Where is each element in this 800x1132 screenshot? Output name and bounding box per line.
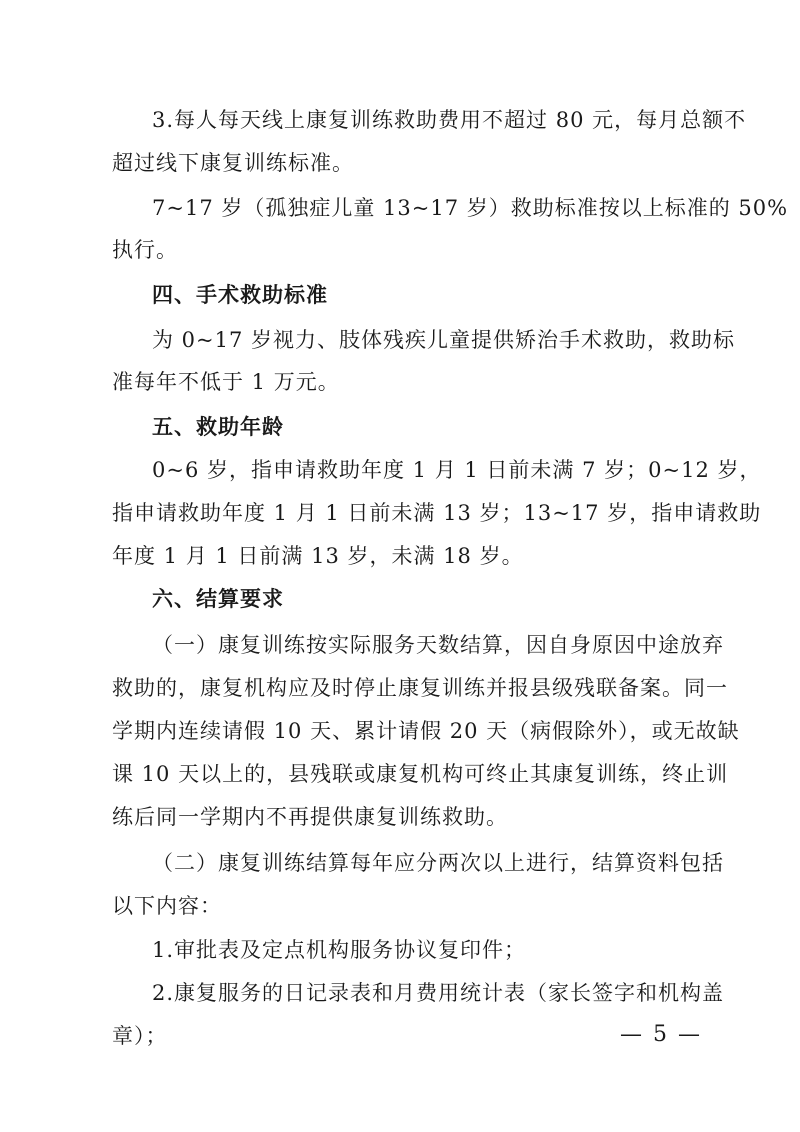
text-line: 以下内容： — [112, 894, 222, 918]
section-heading: 五、救助年龄 — [152, 415, 284, 439]
text-line: 7~17 岁（孤独症儿童 13~17 岁）救助标准按以上标准的 50% — [152, 196, 789, 220]
text-line: 课 10 天以上的，县残联或康复机构可终止其康复训练，终止训 — [112, 762, 729, 786]
text-line: 执行。 — [112, 238, 178, 262]
text-line: （一）康复训练按实际服务天数结算，因自身原因中途放弃 — [152, 633, 724, 657]
page-number: — 5 — — [620, 1022, 702, 1047]
text-line: （二）康复训练结算每年应分两次以上进行，结算资料包括 — [152, 851, 724, 875]
text-line: 章）； — [112, 1024, 168, 1048]
text-line: 0~6 岁，指申请救助年度 1 月 1 日前未满 7 岁；0~12 岁， — [152, 458, 762, 482]
section-heading: 六、结算要求 — [152, 587, 284, 611]
text-line: 1.审批表及定点机构服务协议复印件； — [152, 938, 527, 962]
text-line: 年度 1 月 1 日前满 13 岁，未满 18 岁。 — [112, 544, 524, 568]
text-line: 2.康复服务的日记录表和月费用统计表（家长签字和机构盖 — [152, 981, 725, 1005]
text-line: 超过线下康复训练标准。 — [112, 151, 354, 175]
text-line: 准每年不低于 1 万元。 — [112, 370, 340, 394]
text-line: 3.每人每天线上康复训练救助费用不超过 80 元，每月总额不 — [152, 108, 747, 132]
text-line: 救助的，康复机构应及时停止康复训练并报县级残联备案。同一 — [112, 676, 728, 700]
section-heading: 四、手术救助标准 — [152, 283, 328, 307]
text-line: 练后同一学期内不再提供康复训练救助。 — [112, 805, 508, 829]
text-line: 指申请救助年度 1 月 1 日前未满 13 岁；13~17 岁，指申请救助 — [112, 501, 762, 525]
text-line: 为 0~17 岁视力、肢体残疾儿童提供矫治手术救助，救助标 — [152, 328, 736, 352]
text-line: 学期内连续请假 10 天、累计请假 20 天（病假除外），或无故缺 — [112, 719, 740, 743]
